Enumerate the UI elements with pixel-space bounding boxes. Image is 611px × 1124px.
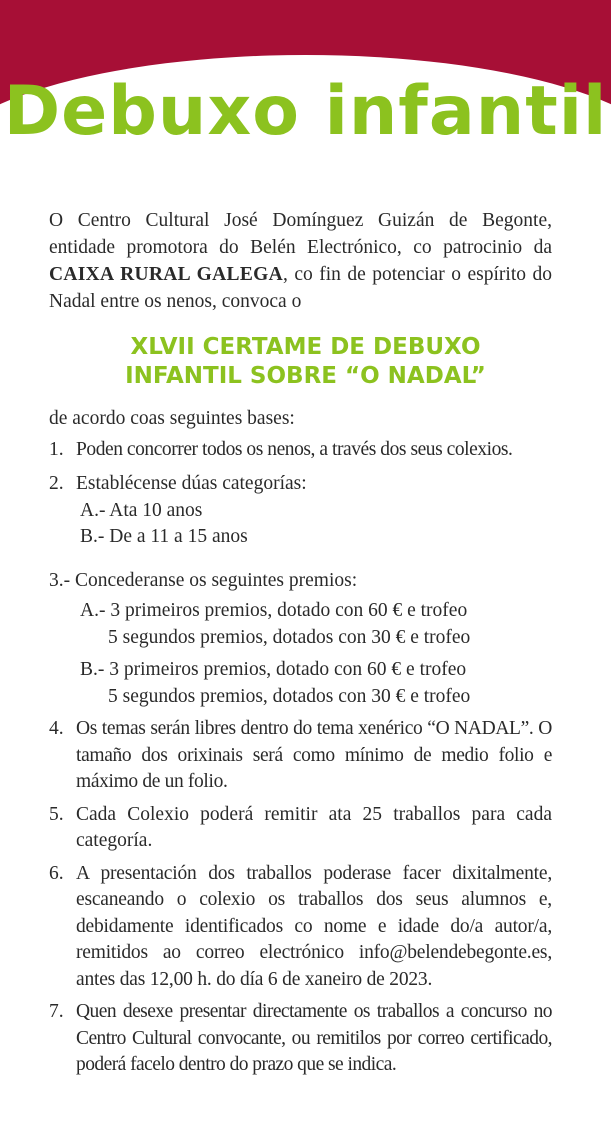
intro-text-2: , co fin de potenciar o espírito do Nadal entre os nenos, convoca o xyxy=(49,264,552,312)
intro-text-1: O Centro Cultural José Domínguez Guizán de Begonte, entidade promotora do Belén Electrónico, co patrocinio da xyxy=(49,210,552,258)
prize-b-first: B.- 3 primeiros premios, dotado con 60 € e trofeo xyxy=(80,659,467,680)
rule-text: Poden concorrer todos os nenos, a través dos seus colexios. xyxy=(76,438,513,460)
rule-item-5 xyxy=(49,802,552,855)
rule-item-7 xyxy=(49,999,552,1079)
bases-intro: de acordo coas seguintes bases: xyxy=(49,408,295,429)
intro-paragraph xyxy=(49,207,552,315)
rule-item-2 xyxy=(49,471,552,498)
rule-text: Os temas serán libres dentro do tema xenérico “O NADAL”. O tamaño dos orixinais será como mínimo de medio folio e máximo de un folio. xyxy=(76,718,552,792)
rule-item-3: 3.- Concederanse os seguintes premios: xyxy=(49,569,358,591)
rule-text: Establécense dúas categorías: xyxy=(76,473,307,494)
rule-item-6 xyxy=(49,861,552,994)
contest-title xyxy=(0,333,611,391)
rule-number: 2. xyxy=(49,473,64,494)
rule-text: Cada Colexio poderá remitir ata 25 traballos para cada categoría. xyxy=(76,803,552,851)
rule-text: Quen desexe presentar directamente os traballos a concurso no Centro Cultural convocante, ou remitilos por correo certificado, poderá facelo dentro do prazo que se indica. xyxy=(76,1001,552,1075)
rule-number: 4. xyxy=(49,718,64,739)
contest-title-line-2: INFANTIL SOBRE “O NADAL” xyxy=(125,363,486,389)
prize-a-second: 5 segundos premios, dotados con 30 € e trofeo xyxy=(108,626,471,648)
rule-number: 1. xyxy=(49,438,64,460)
rule-item-4 xyxy=(49,716,552,796)
rule-number: 5. xyxy=(49,803,64,825)
page-title: Debuxo infantil xyxy=(3,72,608,151)
prize-a-first: A.- 3 primeiros premios, dotado con 60 € e trofeo xyxy=(80,600,468,621)
rules-section xyxy=(49,406,552,1079)
sponsor-name: CAIXA RURAL GALEGA xyxy=(49,264,283,285)
contest-title-line-1: XLVII CERTAME DE DEBUXO xyxy=(130,334,481,360)
rule-item-1 xyxy=(49,437,552,464)
rule-number: 7. xyxy=(49,1001,64,1022)
category-a: A.- Ata 10 anos xyxy=(80,499,203,521)
rule-text: A presentación dos traballos poderase facer dixitalmente, escaneando o colexio os traballos dos seus alumnos e, debidamente identificados co nome e idade do/a autor/a, remitidos ao correo electrónico info@belendebegonte.es, antes das 12,00 h. do día 6 de xaneiro de 2023. xyxy=(76,862,552,990)
rule-number: 6. xyxy=(49,862,64,884)
prize-b-second: 5 segundos premios, dotados con 30 € e trofeo xyxy=(108,685,471,707)
category-b: B.- De a 11 a 15 anos xyxy=(80,526,248,547)
